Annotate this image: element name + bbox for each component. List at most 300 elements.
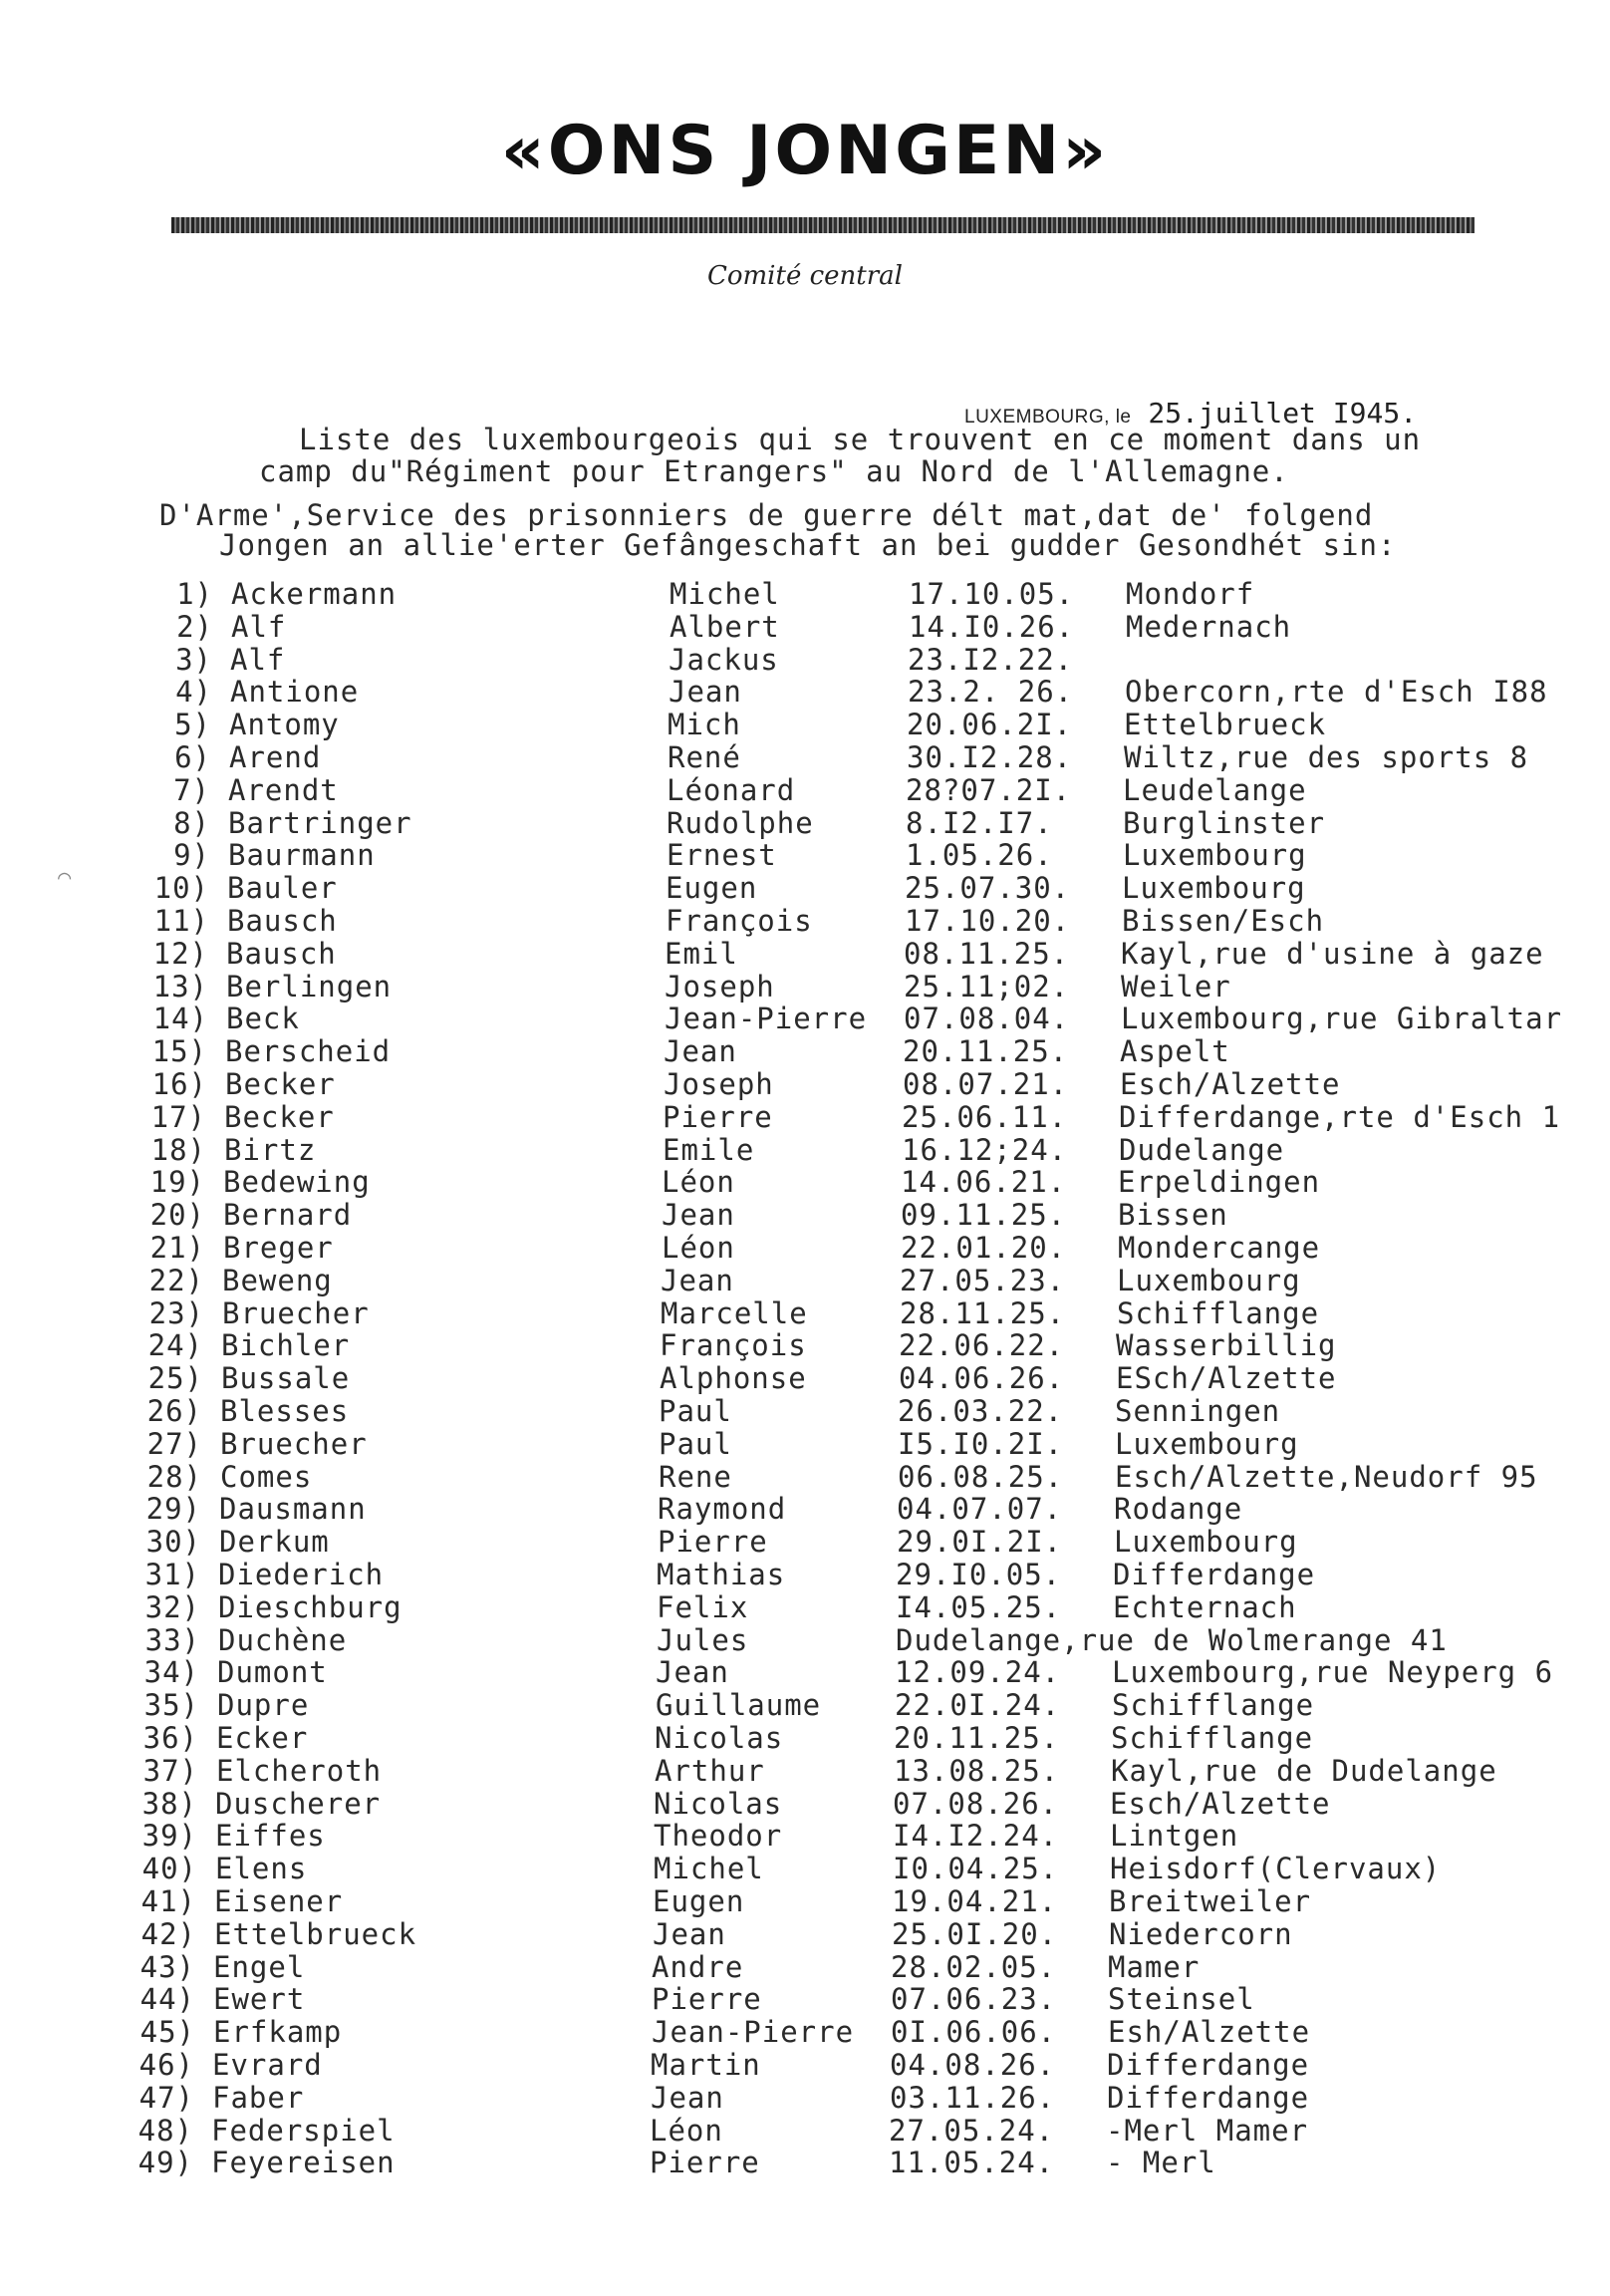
- roster-name: Berscheid: [225, 1034, 392, 1068]
- roster-date: 08.07.21.: [903, 1067, 1069, 1101]
- roster-date: 22.06.22.: [899, 1328, 1065, 1362]
- table-row: [0, 1526, 1610, 1558]
- roster-first: Alphonse: [660, 1361, 807, 1395]
- table-row: [0, 1297, 1610, 1329]
- roster-first: René: [668, 740, 741, 774]
- table-row: [0, 2049, 1610, 2081]
- roster-num: 44): [139, 1982, 195, 2016]
- table-row: [0, 1951, 1610, 1983]
- roster-first: Pierre: [652, 1982, 762, 2016]
- roster-num: 49): [137, 2146, 193, 2179]
- table-row: [0, 774, 1610, 806]
- roster-date: I4.I2.24.: [893, 1819, 1059, 1853]
- roster-num: 38): [141, 1787, 197, 1821]
- roster-num: 35): [143, 1688, 199, 1722]
- roster-name: Diederich: [218, 1558, 385, 1591]
- intro-line-2: camp du"Régiment pour Etrangers" au Nord de l'Allemagne.: [259, 454, 1289, 488]
- roster-date: 28.11.25.: [900, 1296, 1066, 1330]
- table-row: [0, 741, 1610, 773]
- roster-place: Dudelange: [1119, 1133, 1285, 1167]
- roster-place: Luxembourg: [1117, 1264, 1301, 1297]
- roster-first: François: [666, 904, 813, 938]
- roster-date: 11.05.24.: [889, 2146, 1055, 2179]
- roster-place: Mondercange: [1118, 1231, 1321, 1265]
- roster-first: Jean: [669, 675, 742, 709]
- roster-date: 23.2. 26.: [908, 675, 1074, 709]
- roster-num: 47): [138, 2081, 194, 2115]
- roster-name: Beweng: [222, 1264, 333, 1297]
- table-row: [0, 2147, 1610, 2178]
- subtitle: Comité central: [706, 261, 903, 291]
- roster-place: Lintgen: [1110, 1819, 1239, 1853]
- table-row: [0, 1722, 1610, 1754]
- roster-name: Bernard: [223, 1198, 353, 1232]
- roster-num: 30): [145, 1525, 201, 1559]
- roster-num: 42): [140, 1917, 196, 1951]
- roster-place: Esch/Alzette: [1110, 1787, 1331, 1821]
- roster-num: 31): [144, 1558, 200, 1591]
- roster-name: Breger: [223, 1231, 334, 1265]
- roster-name: Ettelbrueck: [214, 1917, 417, 1951]
- roster-num: 25): [147, 1361, 203, 1395]
- roster-num: 12): [152, 937, 208, 971]
- roster-first: Emil: [665, 937, 738, 971]
- roster-name: Ewert: [213, 1982, 306, 2016]
- roster-place: Schifflange: [1111, 1721, 1314, 1755]
- roster-name: Ackermann: [231, 577, 398, 611]
- roster-name: Duscherer: [215, 1787, 382, 1821]
- roster-place: Senningen: [1115, 1394, 1281, 1428]
- roster-num: 29): [145, 1492, 201, 1526]
- table-row: [0, 611, 1610, 643]
- roster-name: Arend: [229, 740, 322, 774]
- roster-num: 3): [175, 643, 212, 677]
- roster-name: Evrard: [212, 2048, 323, 2082]
- roster-date: 28.02.05.: [891, 1950, 1057, 1984]
- roster-name: Eisener: [214, 1884, 344, 1918]
- roster-name: Blesses: [220, 1394, 350, 1428]
- roster-num: 19): [149, 1165, 205, 1199]
- table-row: [0, 1035, 1610, 1067]
- roster-date: 8.I2.I7.: [906, 806, 1053, 840]
- roster-first: Mich: [668, 708, 741, 741]
- margin-mark: ⌒: [58, 865, 72, 890]
- roster-num: 33): [144, 1623, 200, 1657]
- roster-date: 19.04.21.: [892, 1884, 1058, 1918]
- table-row: [0, 1199, 1610, 1231]
- decorative-rule: [171, 217, 1475, 233]
- roster-first: Emile: [663, 1133, 755, 1167]
- table-row: [0, 807, 1610, 839]
- roster-place: Wasserbillig: [1116, 1328, 1337, 1362]
- table-row: [0, 971, 1610, 1003]
- roster-num: 7): [173, 773, 210, 807]
- roster-name: Faber: [212, 2081, 305, 2115]
- roster-first: Jean: [651, 2081, 724, 2115]
- roster-num: 26): [146, 1394, 202, 1428]
- roster-num: 17): [150, 1100, 206, 1134]
- roster-date: Dudelange,rue de Wolmerange 41: [896, 1623, 1448, 1657]
- roster-num: 39): [141, 1819, 197, 1853]
- roster-name: Feyereisen: [211, 2146, 396, 2179]
- roster-name: Baurmann: [228, 838, 376, 872]
- roster-first: Joseph: [665, 970, 775, 1004]
- roster-first: Arthur: [655, 1754, 765, 1788]
- roster-name: Bichler: [221, 1328, 351, 1362]
- roster-place: - Merl: [1106, 2146, 1216, 2179]
- roster-name: Bauler: [227, 871, 338, 905]
- roster-place: Erpeldingen: [1118, 1165, 1321, 1199]
- roster-first: Jean: [653, 1917, 726, 1951]
- roster-first: Pierre: [650, 2146, 760, 2179]
- roster-name: Bartringer: [228, 806, 412, 840]
- roster-name: Alf: [230, 643, 286, 677]
- roster-name: Duchène: [218, 1623, 348, 1657]
- roster-place: Rodange: [1114, 1492, 1243, 1526]
- roster-place: Differdange: [1107, 2081, 1310, 2115]
- roster-date: 07.08.26.: [893, 1787, 1059, 1821]
- roster-date: 14.06.21.: [901, 1165, 1067, 1199]
- table-row: [0, 1656, 1610, 1688]
- roster-place: Differdange: [1113, 1558, 1316, 1591]
- roster-first: Theodor: [654, 1819, 783, 1853]
- roster-num: 36): [142, 1721, 198, 1755]
- roster-place: Bissen/Esch: [1122, 904, 1325, 938]
- table-row: [0, 839, 1610, 871]
- table-row: [0, 1068, 1610, 1100]
- roster-num: 5): [174, 708, 211, 741]
- roster-date: 22.0I.24.: [895, 1688, 1061, 1722]
- table-row: [0, 1983, 1610, 2015]
- roster-name: Elcheroth: [216, 1754, 383, 1788]
- table-row: [0, 1853, 1610, 1884]
- roster-first: Jean: [664, 1034, 737, 1068]
- roster-place: Echternach: [1113, 1590, 1297, 1624]
- roster-name: Antione: [230, 675, 360, 709]
- roster-first: Ernest: [667, 838, 777, 872]
- roster-name: Becker: [224, 1100, 335, 1134]
- roster-first: Léon: [650, 2114, 723, 2148]
- roster-name: Derkum: [219, 1525, 330, 1559]
- roster-date: 20.11.25.: [903, 1034, 1069, 1068]
- roster-num: 43): [139, 1950, 195, 1984]
- roster-first: Eugen: [653, 1884, 745, 1918]
- roster-place: Mamer: [1108, 1950, 1201, 1984]
- roster-name: Alf: [231, 610, 287, 644]
- roster-date: 30.I2.28.: [907, 740, 1073, 774]
- roster-num: 11): [153, 904, 209, 938]
- roster-date: 07.08.04.: [904, 1002, 1070, 1035]
- table-row: [0, 1395, 1610, 1427]
- roster-date: 25.0I.20.: [892, 1917, 1058, 1951]
- roster-date: 08.11.25.: [904, 937, 1070, 971]
- roster-place: Ettelbrueck: [1124, 708, 1327, 741]
- roster-date: 27.05.23.: [900, 1264, 1066, 1297]
- intro-line-3: D'Arme',Service des prisonniers de guerre délt mat,dat de' folgend: [159, 498, 1374, 532]
- roster-date: I0.04.25.: [893, 1852, 1059, 1885]
- roster-place: Heisdorf(Clervaux): [1110, 1852, 1442, 1885]
- roster-place: Luxembourg,rue Neyperg 6: [1112, 1655, 1554, 1689]
- roster-date: 20.11.25.: [894, 1721, 1060, 1755]
- roster-date: 23.I2.22.: [908, 643, 1074, 677]
- table-row: [0, 1885, 1610, 1917]
- roster-num: 10): [153, 871, 209, 905]
- roster-num: 18): [150, 1133, 206, 1167]
- roster-date: 0I.06.06.: [891, 2015, 1057, 2049]
- roster-first: Nicolas: [655, 1721, 784, 1755]
- roster-name: Bruecher: [222, 1296, 370, 1330]
- roster-date: 28?07.2I.: [906, 773, 1072, 807]
- roster-first: Mathias: [657, 1558, 786, 1591]
- roster-place: Breitweiler: [1109, 1884, 1312, 1918]
- table-row: [0, 2082, 1610, 2114]
- roster-place: Wiltz,rue des sports 8: [1124, 740, 1529, 774]
- roster-first: Pierre: [658, 1525, 768, 1559]
- table-row: [0, 1559, 1610, 1590]
- roster-first: Pierre: [663, 1100, 773, 1134]
- roster-place: Luxembourg: [1115, 1427, 1299, 1461]
- table-row: [0, 676, 1610, 708]
- roster-num: 40): [141, 1852, 197, 1885]
- roster-first: Michel: [654, 1852, 764, 1885]
- roster-place: Aspelt: [1120, 1034, 1230, 1068]
- roster-place: Burglinster: [1123, 806, 1326, 840]
- roster-name: Eiffes: [215, 1819, 326, 1853]
- roster-place: Differdange,rte d'Esch 1: [1119, 1100, 1561, 1134]
- roster-first: François: [660, 1328, 807, 1362]
- roster-num: 9): [173, 838, 210, 872]
- roster-num: 4): [175, 675, 212, 709]
- table-row: [0, 872, 1610, 904]
- roster-date: 06.08.25.: [898, 1460, 1064, 1494]
- roster-name: Engel: [213, 1950, 306, 1984]
- roster-first: Jean: [661, 1264, 734, 1297]
- roster-num: 46): [138, 2048, 194, 2082]
- table-row: [0, 1788, 1610, 1820]
- roster-date: 17.10.20.: [905, 904, 1071, 938]
- roster-name: Bausch: [227, 904, 338, 938]
- roster-name: Comes: [220, 1460, 313, 1494]
- table-row: [0, 1461, 1610, 1493]
- roster-name: Arendt: [228, 773, 339, 807]
- table-row: [0, 1755, 1610, 1787]
- roster-first: Felix: [657, 1590, 749, 1624]
- table-row: [0, 1329, 1610, 1361]
- table-row: [0, 1493, 1610, 1525]
- table-row: [0, 709, 1610, 740]
- roster-date: 25.07.30.: [905, 871, 1071, 905]
- roster-first: Paul: [659, 1427, 732, 1461]
- roster-name: Beck: [226, 1002, 300, 1035]
- roster-place: Luxembourg: [1114, 1525, 1298, 1559]
- roster-date: 29.I0.05.: [896, 1558, 1062, 1591]
- roster-first: Jean-Pierre: [652, 2015, 855, 2049]
- masthead-title: «ONS JONGEN»: [500, 112, 1110, 190]
- roster-num: 27): [146, 1427, 202, 1461]
- roster-date: 29.0I.2I.: [897, 1525, 1063, 1559]
- roster-date: 13.08.25.: [894, 1754, 1060, 1788]
- table-row: [0, 905, 1610, 937]
- roster-date: 04.07.07.: [897, 1492, 1063, 1526]
- roster-first: Eugen: [666, 871, 758, 905]
- roster-name: Dausmann: [219, 1492, 367, 1526]
- roster-name: Becker: [225, 1067, 336, 1101]
- roster-name: Dupre: [217, 1688, 310, 1722]
- roster-first: Léon: [662, 1231, 735, 1265]
- roster-name: Berlingen: [226, 970, 393, 1004]
- roster-place: Schifflange: [1117, 1296, 1320, 1330]
- table-row: [0, 644, 1610, 676]
- table-row: [0, 1134, 1610, 1166]
- roster-num: 13): [152, 970, 208, 1004]
- roster-num: 34): [143, 1655, 199, 1689]
- table-row: [0, 578, 1610, 610]
- roster-name: Antomy: [229, 708, 340, 741]
- roster-first: Rene: [659, 1460, 732, 1494]
- roster-num: 14): [152, 1002, 208, 1035]
- roster-name: Birtz: [224, 1133, 317, 1167]
- roster-name: Bruecher: [220, 1427, 368, 1461]
- roster-num: 45): [139, 2015, 195, 2049]
- table-row: [0, 1591, 1610, 1623]
- table-row: [0, 1232, 1610, 1264]
- roster-num: 6): [174, 740, 211, 774]
- roster-num: 28): [146, 1460, 202, 1494]
- roster-place: Luxembourg,rue Gibraltar: [1121, 1002, 1563, 1035]
- roster-first: Michel: [670, 577, 780, 611]
- roster-date: 22.01.20.: [901, 1231, 1067, 1265]
- roster-place: Esh/Alzette: [1108, 2015, 1311, 2049]
- roster-num: 1): [176, 577, 213, 611]
- roster-name: Erfkamp: [213, 2015, 343, 2049]
- roster-first: Jules: [657, 1623, 749, 1657]
- roster-num: 23): [148, 1296, 204, 1330]
- roster-name: Ecker: [216, 1721, 309, 1755]
- table-row: [0, 1918, 1610, 1950]
- roster-date: 25.11;02.: [904, 970, 1070, 1004]
- roster-num: 8): [173, 806, 210, 840]
- intro-line-4: Jongen an allie'erter Gefângeschaft an bei gudder Gesondhét sin:: [219, 528, 1397, 562]
- roster-first: Jean: [662, 1198, 735, 1232]
- roster-date: 27.05.24.: [889, 2114, 1055, 2148]
- roster-place: Steinsel: [1108, 1982, 1255, 2016]
- roster-name: Federspiel: [211, 2114, 396, 2148]
- roster-num: 37): [142, 1754, 198, 1788]
- dateline-date: 25.juillet I945.: [1148, 397, 1418, 430]
- roster-first: Andre: [652, 1950, 744, 1984]
- roster-first: Jean-Pierre: [665, 1002, 868, 1035]
- roster-num: 41): [140, 1884, 196, 1918]
- roster-place: Schifflange: [1112, 1688, 1315, 1722]
- roster-name: Dumont: [217, 1655, 328, 1689]
- roster-place: -Merl Mamer: [1106, 2114, 1309, 2148]
- roster-name: Elens: [215, 1852, 308, 1885]
- roster-date: 04.06.26.: [899, 1361, 1065, 1395]
- roster-place: Esch/Alzette: [1120, 1067, 1341, 1101]
- roster-date: 04.08.26.: [890, 2048, 1056, 2082]
- roster-place: Mondorf: [1126, 577, 1255, 611]
- roster-first: Léon: [662, 1165, 735, 1199]
- roster-place: Weiler: [1121, 970, 1231, 1004]
- roster-date: 20.06.2I.: [907, 708, 1073, 741]
- roster-num: 22): [148, 1264, 204, 1297]
- roster-date: 16.12;24.: [902, 1133, 1068, 1167]
- roster-num: 32): [144, 1590, 200, 1624]
- roster-date: 07.06.23.: [891, 1982, 1057, 2016]
- dateline-place: LUXEMBOURG, le: [964, 407, 1132, 428]
- roster-first: Jackus: [669, 643, 779, 677]
- table-row: [0, 938, 1610, 970]
- roster-first: Guillaume: [656, 1688, 822, 1722]
- roster-place: Obercorn,rte d'Esch I88: [1125, 675, 1548, 709]
- table-row: [0, 1820, 1610, 1852]
- roster-place: Leudelange: [1123, 773, 1307, 807]
- roster-date: 25.06.11.: [902, 1100, 1068, 1134]
- roster-name: Bussale: [221, 1361, 351, 1395]
- roster-date: 1.05.26.: [906, 838, 1053, 872]
- roster-place: Bissen: [1118, 1198, 1228, 1232]
- roster-date: 26.03.22.: [898, 1394, 1064, 1428]
- roster-place: Niedercorn: [1109, 1917, 1293, 1951]
- table-row: [0, 2115, 1610, 2147]
- roster-num: 15): [151, 1034, 207, 1068]
- roster-name: Dieschburg: [218, 1590, 402, 1624]
- roster-first: Marcelle: [661, 1296, 808, 1330]
- table-row: [0, 1362, 1610, 1394]
- roster-name: Bausch: [226, 937, 337, 971]
- roster-first: Martin: [651, 2048, 761, 2082]
- roster-first: Albert: [670, 610, 780, 644]
- roster-num: 2): [176, 610, 213, 644]
- roster-first: Nicolas: [654, 1787, 783, 1821]
- roster-date: I4.05.25.: [896, 1590, 1062, 1624]
- roster-date: 12.09.24.: [895, 1655, 1061, 1689]
- roster-date: 17.10.05.: [909, 577, 1075, 611]
- roster-num: 48): [137, 2114, 193, 2148]
- roster-first: Rudolphe: [667, 806, 814, 840]
- roster-num: 24): [147, 1328, 203, 1362]
- roster-place: Luxembourg: [1122, 871, 1306, 905]
- table-row: [0, 1624, 1610, 1656]
- roster-first: Joseph: [664, 1067, 774, 1101]
- roster-first: Léonard: [667, 773, 796, 807]
- roster-list: [0, 578, 1610, 2212]
- table-row: [0, 1101, 1610, 1133]
- roster-date: 03.11.26.: [890, 2081, 1056, 2115]
- roster-place: Medernach: [1126, 610, 1292, 644]
- table-row: [0, 2016, 1610, 2048]
- roster-place: Kayl,rue de Dudelange: [1111, 1754, 1497, 1788]
- roster-date: 09.11.25.: [901, 1198, 1067, 1232]
- roster-first: Jean: [656, 1655, 729, 1689]
- table-row: [0, 1003, 1610, 1034]
- table-row: [0, 1689, 1610, 1721]
- table-row: [0, 1166, 1610, 1198]
- roster-place: Kayl,rue d'usine à gaze: [1121, 937, 1544, 971]
- intro-line-1: Liste des luxembourgeois qui se trouvent en ce moment dans un: [299, 423, 1422, 456]
- roster-place: ESch/Alzette: [1116, 1361, 1337, 1395]
- roster-num: 20): [149, 1198, 205, 1232]
- table-row: [0, 1265, 1610, 1296]
- roster-name: Bedewing: [223, 1165, 371, 1199]
- roster-date: I5.I0.2I.: [898, 1427, 1064, 1461]
- roster-date: 14.I0.26.: [909, 610, 1075, 644]
- roster-num: 21): [149, 1231, 205, 1265]
- roster-first: Paul: [659, 1394, 732, 1428]
- roster-place: Luxembourg: [1123, 838, 1307, 872]
- roster-first: Raymond: [658, 1492, 787, 1526]
- roster-place: Differdange: [1107, 2048, 1310, 2082]
